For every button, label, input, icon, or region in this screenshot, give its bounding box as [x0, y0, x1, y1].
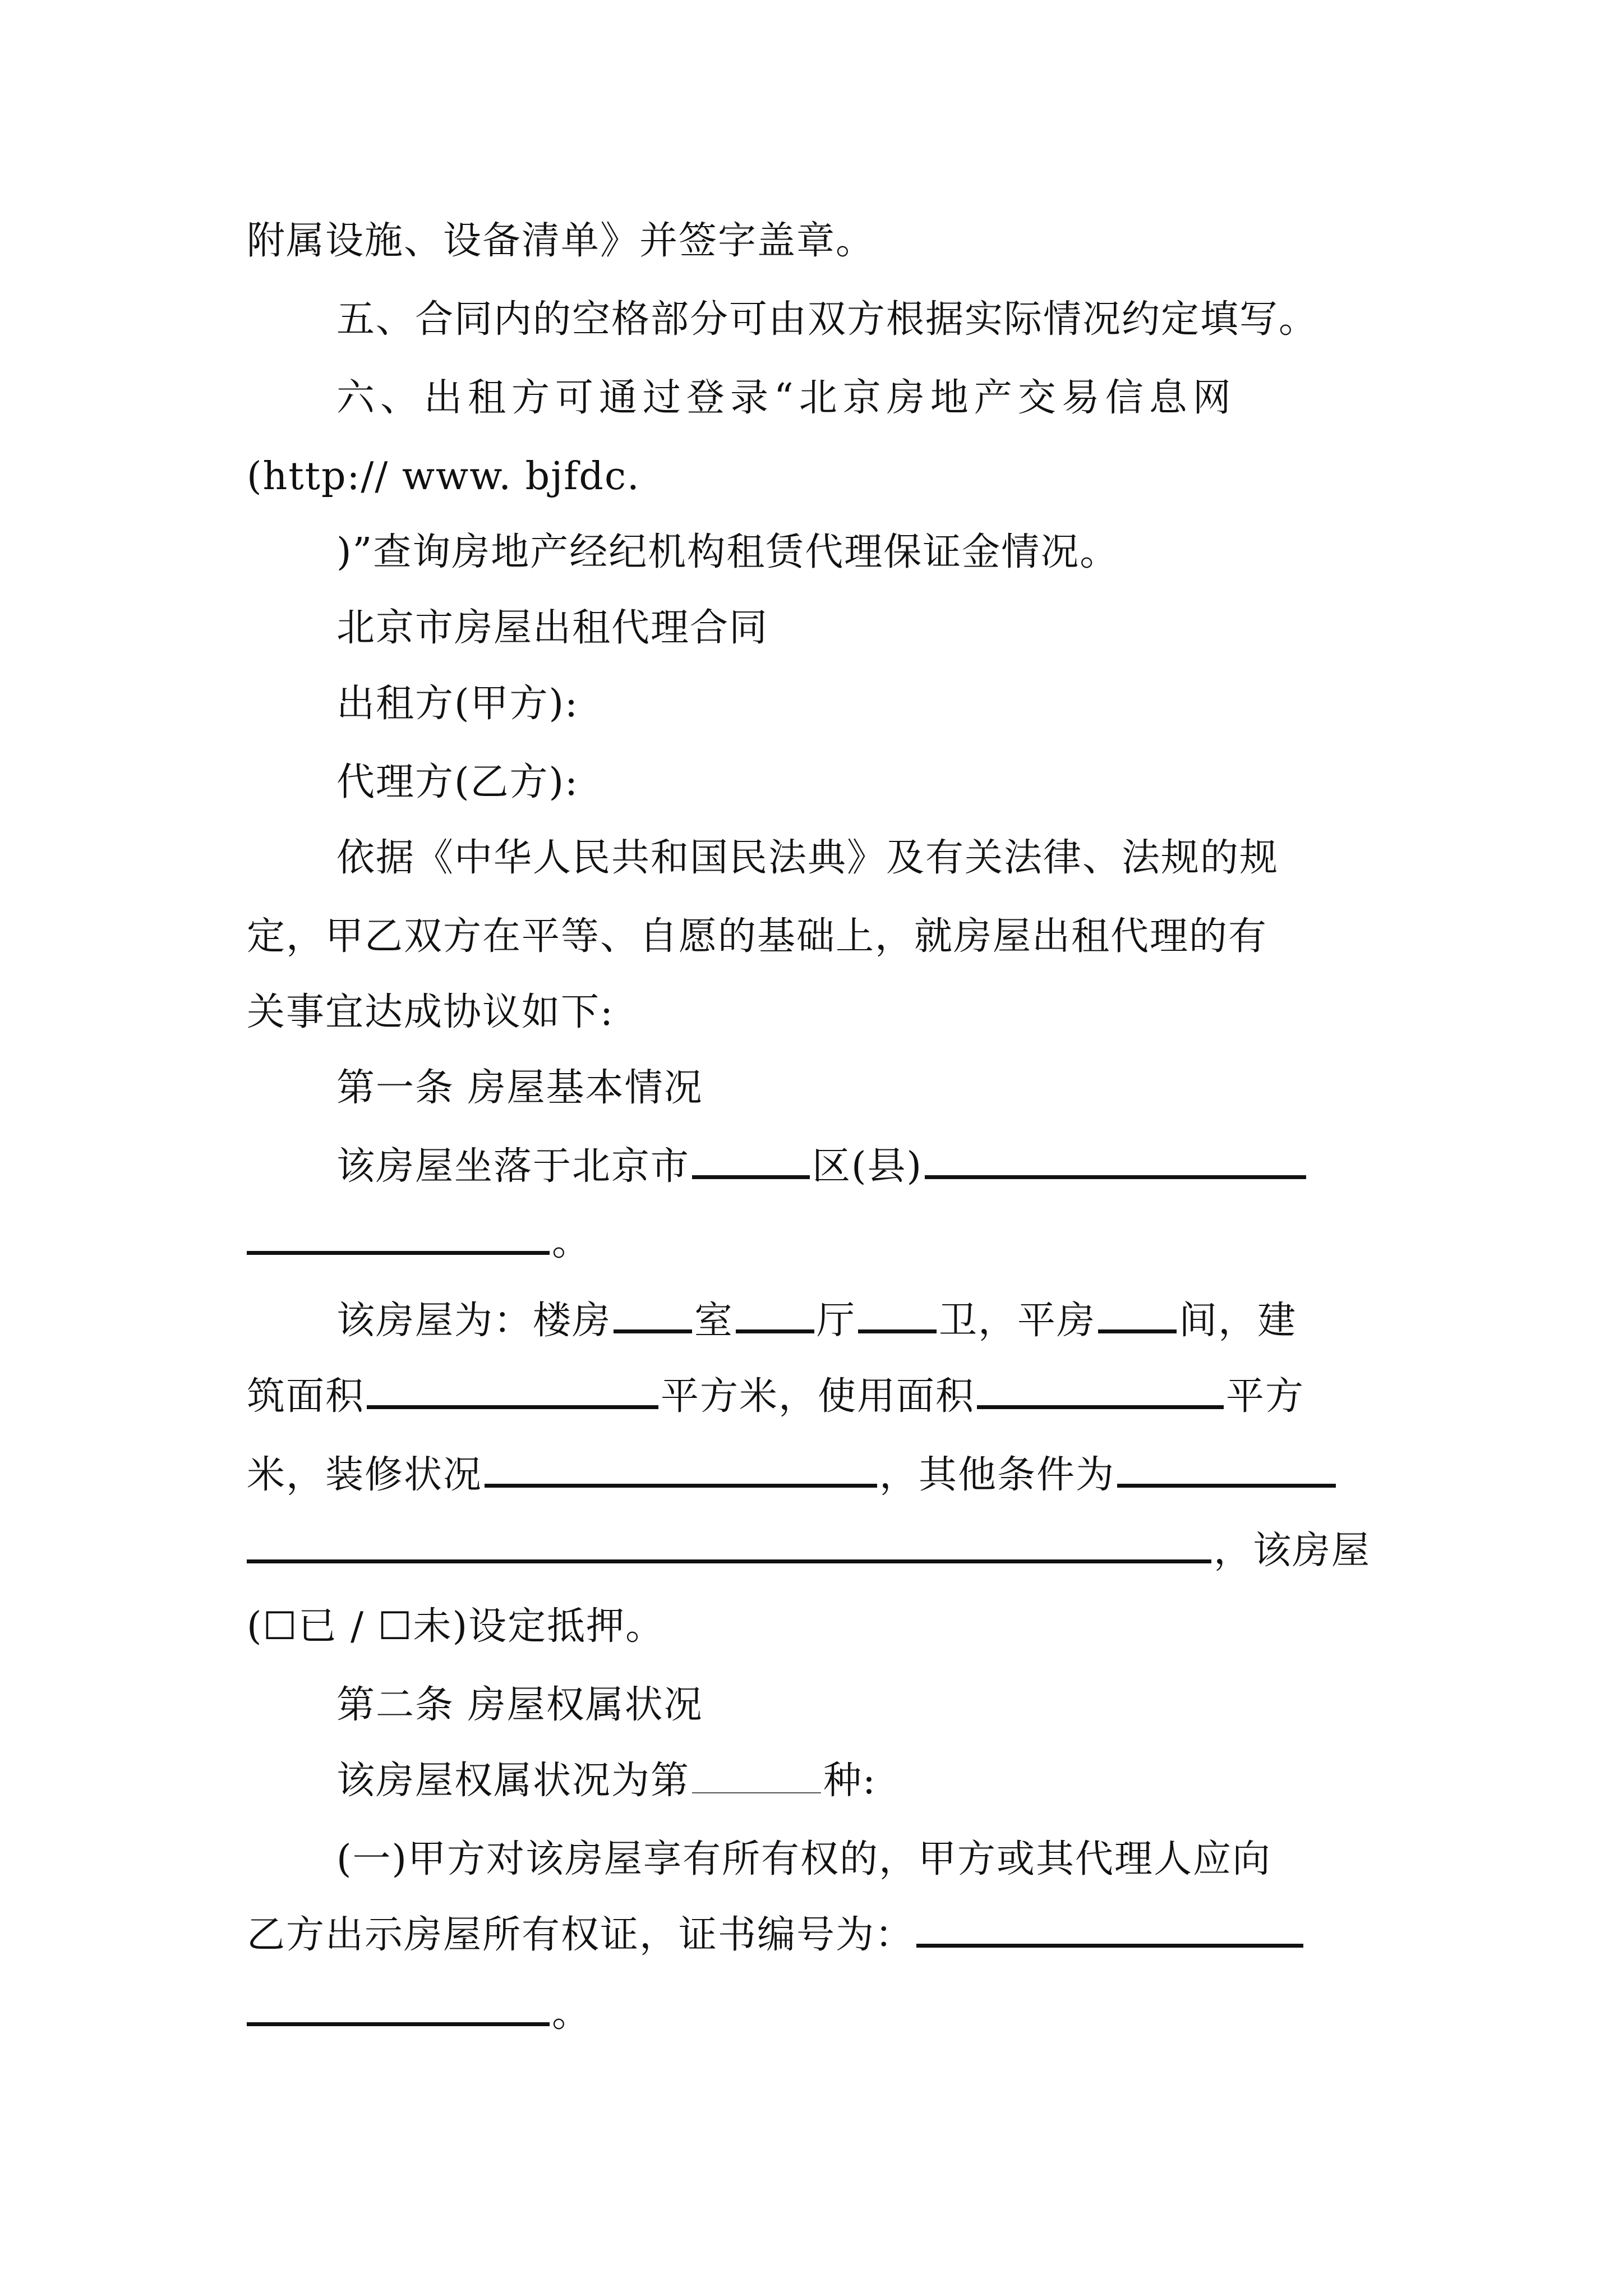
other-conditions-line [247, 1523, 1371, 1579]
ownership-clause-line: (一)甲方对该房屋享有所有权的，甲方或其代理人应向 [336, 1837, 1272, 1881]
clause-five: 五、合同内的空格部分可由双方根据实际情况约定填写。 [336, 297, 1318, 342]
rooms-label: 室 [694, 1299, 734, 1343]
floor-area-label: 筑面积 [247, 1374, 365, 1419]
contract-title: 北京市房屋出租代理合同 [336, 606, 769, 650]
certificate-number-blank[interactable] [916, 1912, 1303, 1948]
certificate-label: 乙方出示房屋所有权证，证书编号为： [247, 1913, 915, 1957]
house-label: ，该房屋 [1214, 1529, 1371, 1573]
mortgage-line: (☐已 / ☐未)设定抵押。 [247, 1604, 665, 1649]
address-blank[interactable] [925, 1144, 1306, 1179]
other-conditions-blank-continued[interactable] [247, 1528, 1211, 1563]
address-label: 该房屋坐落于北京市 [336, 1144, 690, 1189]
building-label: 该房屋为：楼房 [336, 1299, 612, 1343]
other-conditions-label: ，其他条件为 [879, 1453, 1115, 1497]
baths-blank[interactable] [858, 1298, 937, 1333]
area-line [247, 1369, 1304, 1425]
certificate-number-blank-continued[interactable] [247, 1991, 550, 2026]
usable-area-blank[interactable] [977, 1374, 1224, 1409]
preamble-line: 依据《中华人民共和国民法典》及有关法律、法规的规 [336, 836, 1279, 880]
paragraph-line: )”查询房地产经纪机构租赁代理保证金情况。 [336, 530, 1119, 574]
certificate-line [247, 1907, 1306, 1963]
other-conditions-blank[interactable] [1117, 1452, 1336, 1488]
address-line-continued [247, 1214, 591, 1271]
layout-line [336, 1293, 1297, 1349]
address-line [336, 1139, 1308, 1195]
preamble-line: 关事宜达成协议如下: [247, 990, 614, 1034]
type-suffix: 种: [823, 1759, 877, 1803]
district-blank[interactable] [692, 1144, 810, 1179]
ownership-type-blank[interactable] [692, 1761, 821, 1793]
halls-label: 厅 [817, 1299, 856, 1343]
certificate-line-continued [247, 1986, 591, 2042]
clause-six: 六、出租方可通过登录“北京房地产交易信息网 [336, 376, 1237, 420]
decoration-blank[interactable] [485, 1452, 877, 1488]
lessor-party-label: 出租方(甲方): [336, 682, 579, 726]
address-blank-continued[interactable] [247, 1220, 550, 1255]
usable-area-label: 平方米，使用面积 [661, 1374, 975, 1419]
ownership-type-line [336, 1753, 877, 1809]
article-two-heading: 第二条 房屋权属状况 [336, 1683, 703, 1727]
paragraph-line: 附属设施、设备清单》并签字盖章。 [247, 219, 875, 263]
ownership-type-label: 该房屋权属状况为第 [336, 1759, 690, 1803]
rooms-blank[interactable] [614, 1298, 692, 1333]
agent-party-label: 代理方(乙方): [336, 760, 579, 804]
article-one-heading: 第一条 房屋基本情况 [336, 1066, 703, 1110]
decoration-label: 米，装修状况 [247, 1453, 483, 1497]
square-label: 平方 [1226, 1374, 1305, 1419]
decoration-line [247, 1447, 1338, 1503]
area-intro-label: 间，建 [1179, 1299, 1297, 1343]
floor-area-blank[interactable] [367, 1374, 658, 1409]
bungalow-rooms-blank[interactable] [1098, 1298, 1177, 1333]
preamble-line: 定，甲乙双方在平等、自愿的基础上，就房屋出租代理的有 [247, 914, 1268, 959]
district-label: 区(县) [812, 1144, 923, 1189]
bungalow-label: 卫，平房 [939, 1299, 1096, 1343]
period: 。 [552, 1991, 592, 2036]
period: 。 [552, 1220, 592, 1264]
halls-blank[interactable] [736, 1298, 814, 1333]
website-url: (http:// www. bjfdc. [247, 454, 640, 499]
